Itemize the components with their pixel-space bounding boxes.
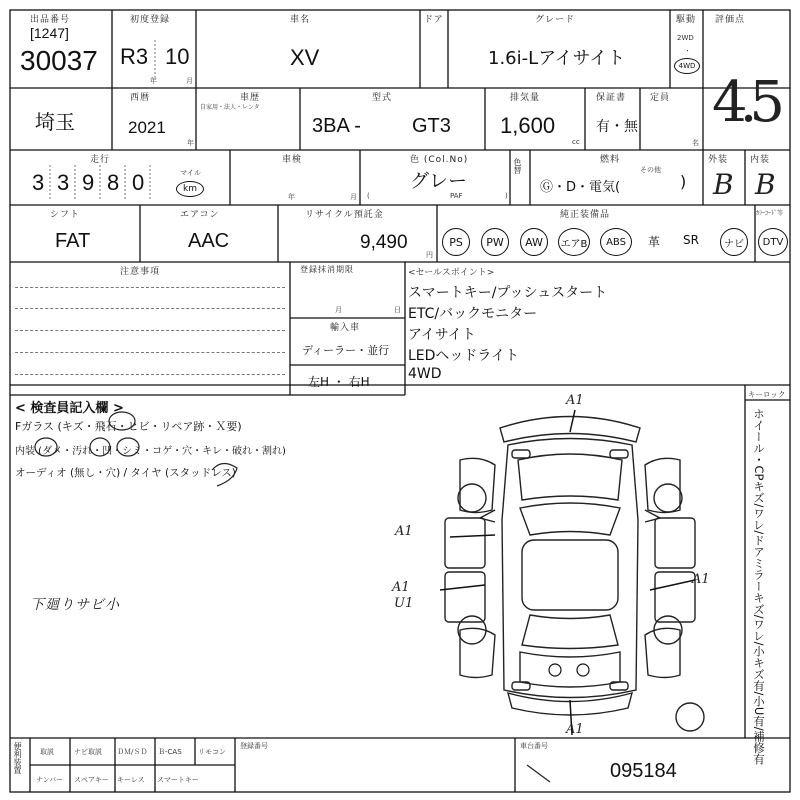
mileage-unit-km: km: [176, 181, 204, 197]
first-reg-month: 10: [165, 44, 190, 69]
sales-point-5: 4WD: [408, 366, 442, 382]
conv-label: 便利装置: [13, 742, 22, 774]
paren-close: ): [505, 192, 508, 200]
chassis-label: 車歴: [240, 93, 261, 103]
inspector-line-2: 内装 (ダメ・汚れ・凹・シミ・コゲ・穴・キレ・破れ・割れ): [15, 446, 286, 457]
score-label: 評価点: [715, 15, 746, 25]
model-code: GT3: [412, 115, 451, 137]
drive-label: 駆動: [676, 15, 697, 25]
month-char: 月: [186, 77, 193, 85]
color-label: 色 (Col.No): [410, 155, 469, 165]
model-prefix: 3BA -: [312, 115, 361, 137]
recolor-label: 色替: [513, 158, 522, 174]
footer-item-6: ナンバー: [36, 776, 64, 784]
paren-open: (: [367, 192, 370, 200]
int-grade: B: [755, 168, 776, 201]
color-code: PAF: [450, 192, 463, 200]
footer-item-2: ナビ取説: [74, 748, 102, 756]
equip-abs: ABS: [600, 228, 632, 256]
mileage-digit-2: 3: [57, 170, 70, 195]
equip-pw: PW: [481, 228, 509, 256]
door-label: ドア: [424, 15, 444, 25]
warranty: 有・無: [596, 119, 638, 135]
equip-aw: AW: [520, 228, 548, 256]
drive-2wd: 2WD: [677, 34, 694, 42]
displacement: 1,600: [500, 113, 556, 138]
prefecture: 埼玉: [35, 110, 75, 134]
color: グレー: [410, 170, 468, 192]
mark-front: A1: [566, 393, 584, 408]
fuel-label: 燃料: [600, 155, 621, 165]
cc-label: 排気量: [510, 93, 541, 103]
recycle: 9,490: [360, 232, 408, 253]
year-label: 西暦: [130, 93, 151, 103]
mileage-digit-1: 3: [32, 170, 45, 195]
fuel-options: Ⓖ・D・電気(: [540, 180, 621, 195]
shift: FAT: [55, 230, 91, 252]
int-label: 内装: [750, 155, 771, 165]
aircon-label: エアコン: [180, 210, 220, 220]
inspector-title: < 検査員記入欄 >: [15, 401, 124, 416]
handle: 左H ・ 右H: [308, 375, 370, 389]
inspector-line-3: オーディオ (無し・穴) / タイヤ (スタッドレス): [15, 467, 236, 479]
sales-label: <セールスポイント>: [408, 268, 495, 278]
chassis-no-label: 車台番号: [520, 742, 548, 750]
mark-rear: A1: [566, 722, 584, 737]
footer-item-1: 取説: [40, 748, 54, 756]
mark-left-front: A1: [395, 524, 413, 539]
year-char: 年: [150, 77, 157, 85]
key-label: キーロック: [748, 390, 786, 399]
year-char-2: 年: [187, 139, 194, 147]
equip-navi: ナビ: [720, 228, 748, 256]
first-reg-era: R3: [120, 44, 149, 69]
fuel-close: ): [680, 172, 687, 191]
sales-point-4: LEDヘッドライト: [408, 348, 520, 364]
fuel-other: その他: [640, 166, 661, 174]
car-diagram: [400, 400, 745, 735]
first-reg-label: 初度登録: [130, 15, 171, 25]
reg-month: 月: [335, 306, 342, 314]
equip-extra-label: ｶﾗｰｺｰﾄﾞ等: [756, 210, 784, 217]
drive-sep: ・: [684, 47, 691, 55]
chassis-mark: [525, 760, 555, 785]
handwritten-note: 下廻りサビ小: [30, 597, 120, 613]
sales-point-2: ETC/バックモニター: [408, 306, 538, 322]
capacity-label: 定員: [650, 93, 671, 103]
import-label: 輸入車: [330, 323, 361, 333]
equip-airbag: エアB: [558, 228, 590, 256]
aircon: AAC: [188, 230, 230, 252]
caution-label: 注意事項: [120, 267, 161, 277]
equip-leather: 革: [648, 235, 661, 249]
reg-day: 日: [394, 306, 401, 314]
sales-point-1: スマートキー/プッシュスタート: [408, 285, 608, 301]
car-name: XV: [290, 45, 320, 70]
inspect-month: 月: [350, 193, 357, 201]
mark-right-rear: A1: [692, 572, 710, 587]
exhibit-label: 出品番号: [30, 15, 71, 25]
drive-4wd-circled: 4WD: [674, 58, 700, 74]
warranty-label: 保証書: [596, 93, 627, 103]
recycle-label: リサイクル預託金: [305, 210, 384, 220]
model-label: 型式: [372, 93, 393, 103]
inspector-line-1: Fガラス (キズ・飛石・ヒビ・リペア跡・Ｘ要): [15, 420, 242, 433]
footer-item-9: スマートキー: [157, 776, 199, 784]
chassis-no: 095184: [610, 760, 677, 782]
year: 2021: [128, 118, 166, 137]
footer-item-7: スペアキー: [74, 776, 109, 784]
shift-label: シフト: [50, 210, 81, 220]
chassis-sub: 自家用・法人・レンタ: [200, 104, 260, 111]
mileage-digit-4: 8: [107, 170, 120, 195]
mark-left-rear-u: U1: [394, 596, 414, 611]
legend-text: ホイール・CPキズ/ワレ/ドアミラーキズ/ワレ/小キズ有/小U有/補修有: [752, 408, 766, 766]
mileage-label: 走行: [90, 155, 111, 165]
reg-no-label: 登録番号: [240, 742, 268, 750]
capacity-unit: 名: [692, 139, 699, 147]
cc-unit: cc: [572, 138, 580, 146]
equip-ps: PS: [442, 228, 470, 256]
mileage-unit-mile: マイル: [180, 169, 201, 177]
sales-point-3: アイサイト: [408, 327, 476, 343]
score: 4.5: [712, 70, 778, 135]
footer-item-8: キーレス: [117, 776, 145, 784]
footer-item-5: リモコン: [198, 748, 226, 756]
mileage-digit-5: 0: [132, 170, 145, 195]
equip-dtv: DTV: [758, 228, 788, 256]
inspect-year: 年: [288, 193, 295, 201]
grade: 1.6i-Lアイサイト: [488, 48, 626, 69]
footer-item-4: Ｂ-CAS: [158, 748, 182, 756]
grade-label: グレード: [535, 15, 576, 25]
equip-sr: SR: [683, 233, 699, 247]
dealer: ディーラー・並行: [302, 344, 390, 357]
exhibit-number: 30037: [20, 45, 98, 76]
recycle-unit: 円: [426, 251, 433, 259]
ext-grade: B: [713, 168, 734, 201]
reg-label: 登録抹消期限: [300, 265, 354, 274]
exhibit-sub: [1247]: [30, 25, 69, 41]
equip-label: 純正装備品: [560, 210, 611, 220]
mileage-digit-3: 9: [82, 170, 95, 195]
footer-item-3: ＤＭ/ＳＤ: [117, 748, 148, 756]
ext-label: 外装: [708, 155, 729, 165]
car-name-label: 車名: [290, 15, 311, 25]
inspect-label: 車検: [282, 155, 303, 165]
mark-left-rear-a: A1: [392, 580, 410, 595]
